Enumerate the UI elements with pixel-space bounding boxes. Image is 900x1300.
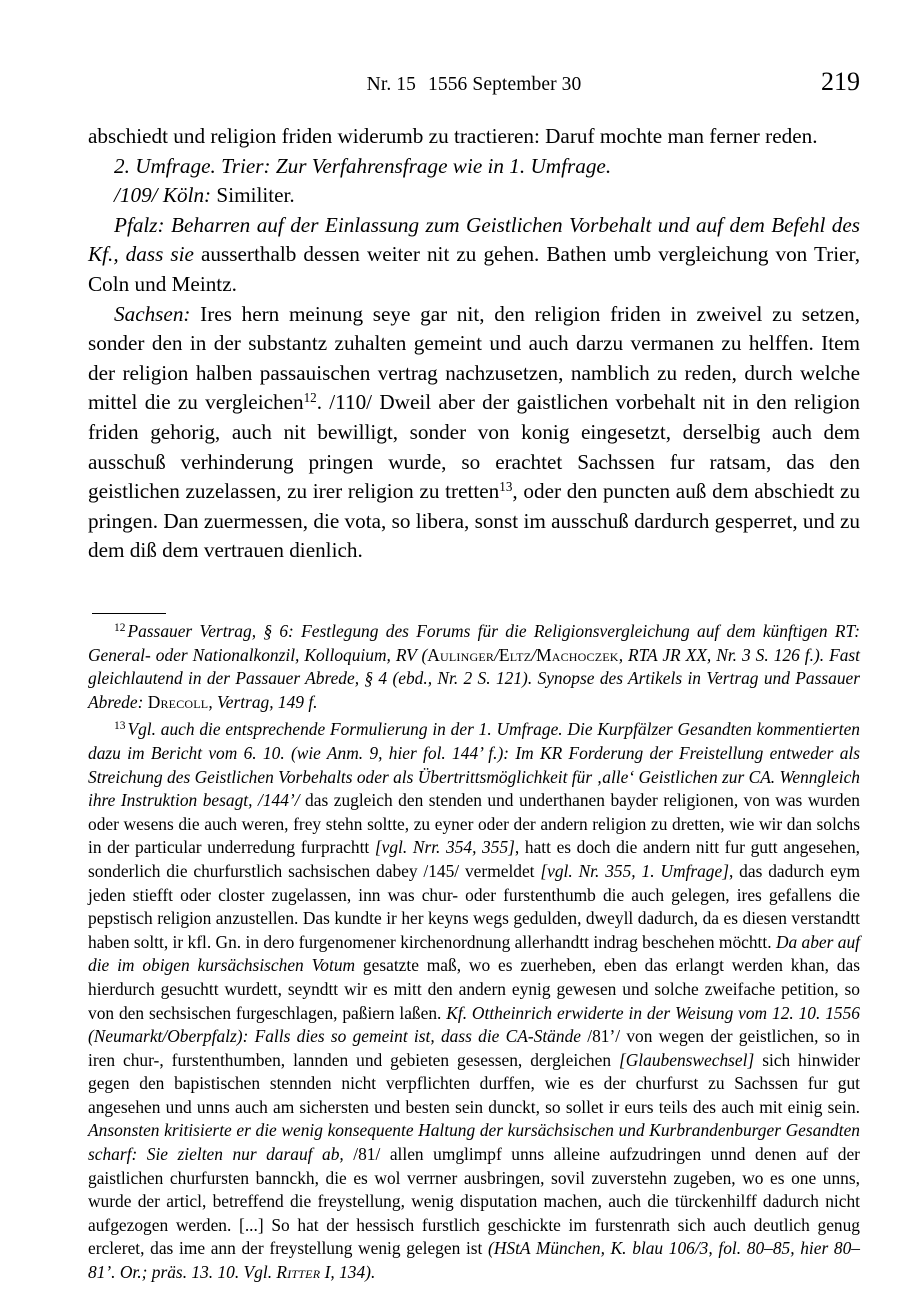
footnote-ref-12[interactable]: 12	[303, 390, 317, 406]
speaker-trier: 2. Umfrage. Trier: Zur Verfahrensfrage wie in 1. Umfrage.	[114, 153, 612, 178]
footnote-13: $^{13}$ Vgl. auch die entsprechende Formulierung in der 1. Umfrage. Die Kurpfälzer Gesandten kommentierten dazu im Bericht vom 6. 10. (wie Anm. 9, hier fol. 144’ f.): Im KR Forderung der Freistellung entweder als Streichung des Geistlichen Vorbehalts oder als Übertrittsmöglichkeit für ‚alle‘ Geistlichen zur CA. Wenngleich ihre Instruktion besagt, /144’/ das zugleich den stenden und underthanen bayder religionen, von was wurden oder wesens die auch weren, frey stehn soltte, zu eyner oder der andern religion zu dretten, wie wir dan solchs in der particular underredung furprachtt [vgl. Nrr. 354, 355], hatt es doch die andern nitt fur gutt angesehen, sonderlich die churfurstlich sachsischen dabey /145/ vermeldet [vgl. Nr. 355, 1. Umfrage], das dadurch eym jeden stiefft oder closter zugelassen, inn was chur- oder furstenthumb die auch gelegen, ires gefallens die pepstisch religion anzustellen. Das kundte ir her keyns wegs gedulden, dweyll dadurch, da es diesen verstandtt haben soltt, ir kfl. Gn. in dero furgenomener kirchenordnung allerhandtt indrag beschehen möchtt. Da aber auf die im obigen kursächsischen Votum gesatzte maß, wo es zuerheben, eben das erlangt werden khan, das hierdurch gesuchtt wurdett, seyndtt wir es mitt den andern eynig gewesen und solche zweifache petition, so von den sechsischen furgeschlagen, paßiern laßen. Kf. Ottheinrich erwiderte in der Weisung vom 12. 10. 1556 (Neumarkt/Oberpfalz): Falls dies so gemeint ist, dass die CA-Stände /81’/ von wegen der geistlichen, so in iren chur-, furstenthumben, lannden und gebieten gesessen, dergleichen [Glaubenswechsel] sich hinwider gegen den bapistischen stennden nicht verpflichten durffen, wie es der churfurst zu Sachssen fur gut angesehen und unns auch am sichersten und besten sein dunckt, so sollet ir eurs teils des auch mit einig sein. Ansonsten kritisierte er die wenig konsequente Haltung der kursächsischen und Kurbrandenburger Gesandten scharf: Sie zielten nur darauf ab, /81/ allen umglimpf unns alleine aufzudringen unnd denen auf der gaistlichen churfursten bannckh, die es wol verrner ausbringen, sovil zuverstehn zugeben, wo es one unns, wurde der articl, betreffend die freystellung, wenig disputation machen, auch die türckenhilff dadurch nicht aufgezogen werden. [...] So hat der hessisch furstlich geschickte im furstenrath sich auch deutlich genug ercleret, das ime ann der freystellung wenig gelegen ist (HStA München, K. blau 106/3, fol. 80–85, hier 80–81’. Or.; präs. 13. 10. Vgl. Ritter I, 134).	[88, 719, 861, 1283]
running-head	[88, 67, 860, 108]
footnote-12-text: Passauer Vertrag, § 6: Festlegung des Forums für die Religionsvergleichung auf dem künftigen RT: General- oder Nationalkonzil, Kolloquium, RV (Aulinger/Eltz/Machoczek, RTA JR XX, Nr. 3 S. 126 f.). Fast gleichlautend in der Passauer Abrede, § 4 (ebd., Nr. 2 S. 121). Synopse des Artikels in Vertrag und Passauer Abrede: Drecoll, Vertrag, 149 f.	[88, 621, 861, 712]
footnote-13-crossref-354-355: [vgl. Nrr. 354, 355]	[374, 837, 515, 858]
footnote-separator	[92, 613, 166, 614]
citation-author-machoczek: Machoczek	[536, 644, 619, 665]
footnote-number-13: 13	[114, 720, 126, 733]
paragraph-sachsen: Sachsen: Ires hern meinung seye gar nit, den religion friden in zweivel zu setzen, sonder den in der substantz zuhalten gemeint und auch darzu vermanen zu helffen. Item der religion halben passauischen vertrag nachzusetzen, namblich zu reden, durch welche mittel die zu vergleichen$^{12}$. /110/ Dweil aber der gaistlichen vorbehalt nit in den religion friden gehorig, auch nit bewilligt, sonder von konig eingesetzt, derselbig auch dem ausschuß verhinderung pringen wurde, so erachtet Sachssen fur ratsam, das den geistlichen zuzelassen, zu irer religion zu tretten$^{13}$, oder den puncten auß dem abschiedt zu pringen. Dan zuermessen, die vota, so libera, sonst im ausschuß dardurch gesperret, und zu dem diß dem vertrauen dienlich.	[88, 301, 860, 563]
speaker-sachsen: Sachsen:	[114, 301, 191, 326]
page-number: 219	[821, 67, 860, 96]
paragraph-koeln: /109/ Köln: Similiter.	[114, 183, 295, 208]
running-head-title	[88, 74, 860, 96]
citation-author-drecoll: Drecoll	[147, 691, 209, 712]
footnote-13-crossref-355: [vgl. Nr. 355, 1. Umfrage]	[540, 860, 729, 881]
paragraph-umfrage-trier	[88, 152, 860, 182]
footnote-number-12: 12	[114, 622, 126, 635]
footnote-ref-13[interactable]: 13	[499, 479, 513, 495]
footnote-13-italic-da-aber: Da aber auf die im obigen kursächsischen Votum	[88, 931, 860, 976]
footnote-12	[88, 620, 860, 714]
citation-author-ritter: Ritter	[276, 1262, 321, 1283]
citation-author-aulinger: Aulinger	[427, 644, 495, 665]
paragraph-opening: abschiedt und religion friden widerumb zu tractieren: Daruf mochte man ferner reden.	[88, 124, 818, 148]
footnote-13-editorial-glaubenswechsel: [Glaubenswechsel]	[618, 1049, 755, 1070]
footnote-13-italic-ansonsten: Ansonsten kritisierte er die wenig konsequente Haltung der kursächsischen und Kurbrandenburger Gesandten scharf: Sie zielten nur darauf ab,	[88, 1120, 860, 1165]
citation-author-eltz: Eltz	[498, 644, 532, 665]
running-head-doc-number: Nr. 15	[366, 74, 416, 95]
footnote-13-archival-ref: (HStA München, K. blau 106/3, fol. 80–85, hier 80–81’. Or.; präs. 13. 10. Vgl. Ritter I, 134).	[88, 1238, 860, 1283]
body-text	[88, 122, 860, 566]
footnote-13-italic-ottheinrich: Kf. Ottheinrich erwiderte in der Weisung vom 12. 10. 1556 (Neumarkt/Oberpfalz): Falls dies so gemeint ist, dass die CA-Stände	[88, 1002, 861, 1047]
paragraph-pfalz: Pfalz: Beharren auf der Einlassung zum Geistlichen Vorbehalt und auf dem Befehl des Kf., dass sie ausserthalb dessen weiter nit zu gehen. Bathen umb vergleichung von Trier, Coln und Meintz.	[88, 212, 861, 296]
folio-marker-109: /109/ Köln:	[114, 183, 212, 208]
footnote-13-part-1: Vgl. auch die entsprechende Formulierung in der 1. Umfrage. Die Kurpfälzer Gesandten kommentierten dazu im Bericht vom 6. 10. (wie Anm. 9, hier fol. 144’ f.): Im KR Forderung der Freistellung entweder als Streichung des Geistlichen Vorbehalts oder als Übertrittsmöglichkeit für ‚alle‘ Geistlichen zur CA. Wenngleich ihre Instruktion besagt, /144’/	[88, 719, 860, 811]
running-head-date: 1556 September 30	[428, 74, 582, 95]
speaker-pfalz: Pfalz: Beharren auf der Einlassung zum Geistlichen Vorbehalt und auf dem Befehl des Kf., dass sie	[88, 212, 860, 267]
footnote-area	[88, 620, 860, 1285]
